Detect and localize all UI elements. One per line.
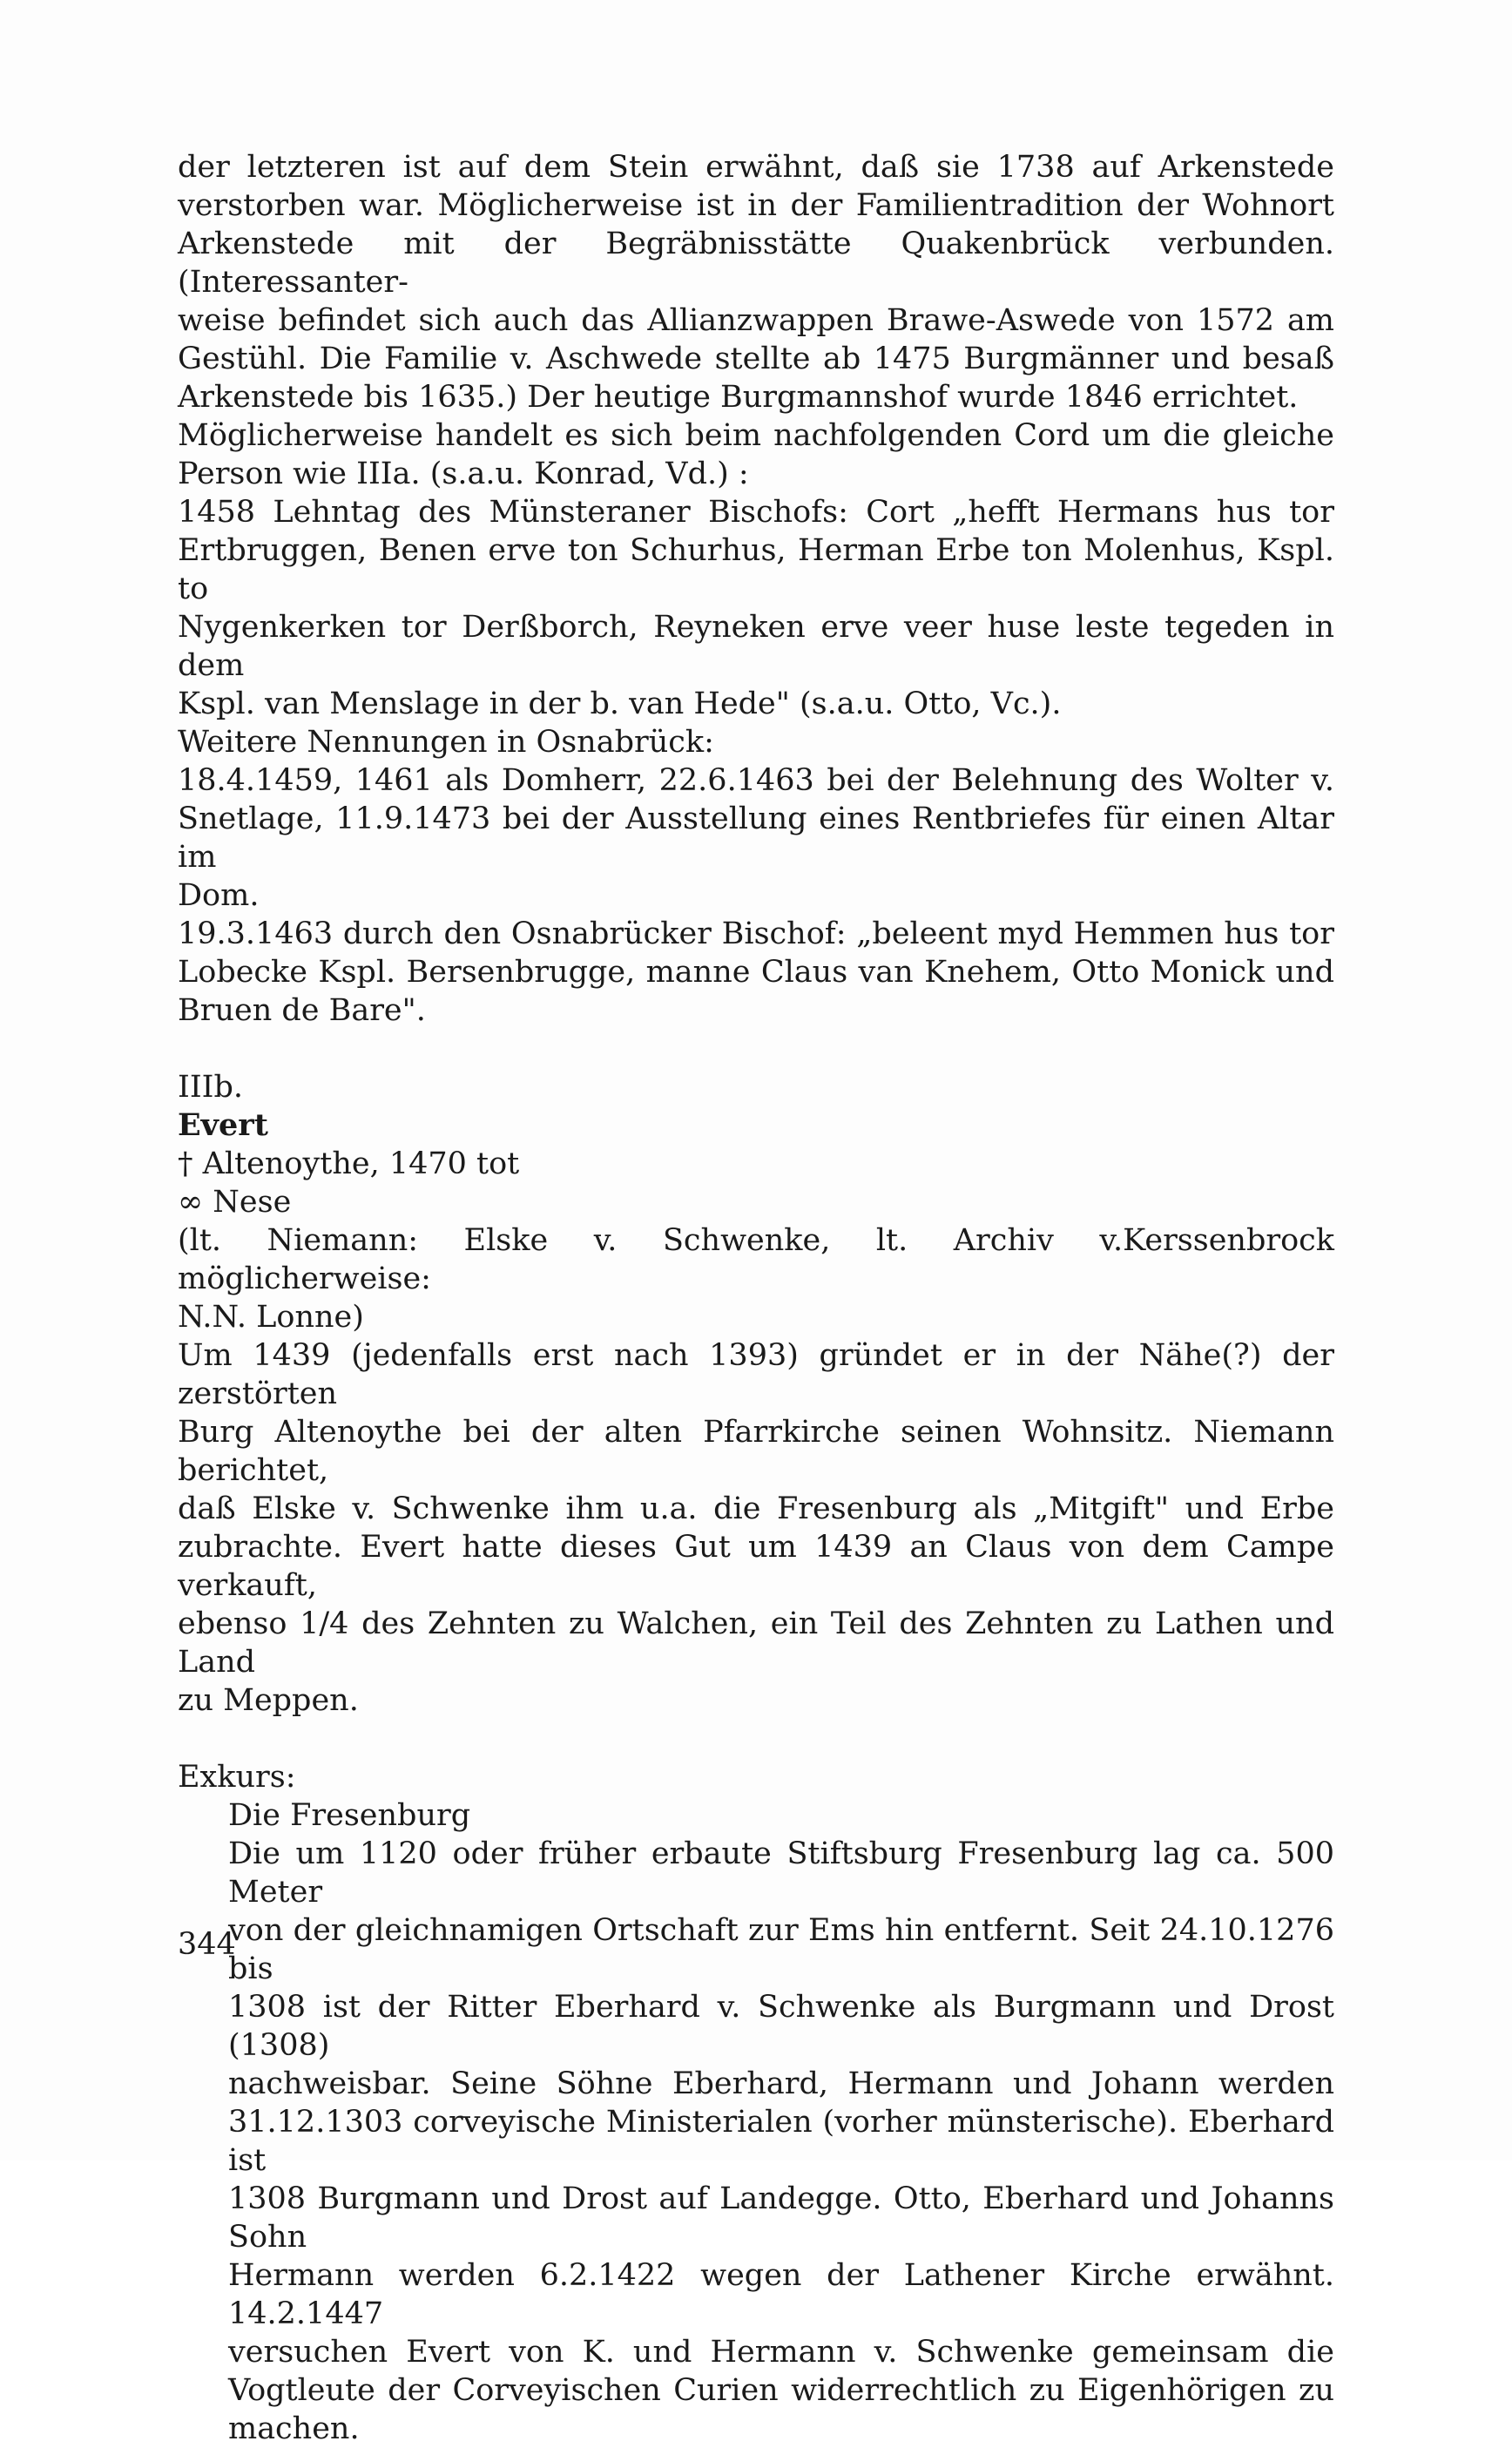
text-line: 18.4.1459, 1461 als Domherr, 22.6.1463 bei der Belehnung des Wolter v. [178, 763, 1334, 798]
page-number: 344 [178, 1927, 236, 1962]
text-line: (lt. Niemann: Elske v. Schwenke, lt. Archiv v.Kerssenbrock möglicherweise: [178, 1223, 1334, 1296]
text-line: versuchen Evert von K. und Hermann v. Schwenke gemeinsam die [228, 2335, 1334, 2370]
text-line: von der gleichnamigen Ortschaft zur Ems hin entfernt. Seit 24.10.1276 bis [228, 1913, 1334, 1986]
text-line: machen. [228, 2411, 360, 2446]
excursus-content [178, 1796, 1334, 2448]
text-line: Um 1439 (jedenfalls erst nach 1393) gründet er in der Nähe(?) der zerstörten [178, 1338, 1334, 1411]
text-line: Burg Altenoythe bei der alten Pfarrkirche seinen Wohnsitz. Niemann berichtet, [178, 1415, 1334, 1488]
text-line: Nygenkerken tor Derßborch, Reyneken erve veer huse leste tegeden in dem [178, 610, 1334, 683]
paragraph-6 [178, 915, 1334, 1030]
excursus-label: Exkurs: [178, 1760, 296, 1795]
death-record: † Altenoythe, 1470 tot [178, 1146, 520, 1181]
text-line: N.N. Lonne) [178, 1300, 364, 1335]
marriage-record: ∞ Nese [178, 1185, 292, 1220]
text-line: Bruen de Bare". [178, 993, 426, 1028]
text-line: Kspl. van Menslage in der b. van Hede" (s.a.u. Otto, Vc.). [178, 686, 1062, 721]
paragraph-3 [178, 493, 1334, 723]
text-line: zubrachte. Evert hatte dieses Gut um 1439 an Claus von dem Campe verkauft, [178, 1530, 1334, 1603]
text-line: Person wie IIIa. (s.a.u. Konrad, Vd.) : [178, 456, 749, 491]
text-line: 1458 Lehntag des Münsteraner Bischofs: Cort „hefft Hermans hus tor [178, 495, 1334, 530]
paragraph-1 [178, 148, 1334, 416]
text-line: Arkenstede bis 1635.) Der heutige Burgmannshof wurde 1846 errichtet. [178, 380, 1299, 415]
paragraph-5 [178, 761, 1334, 915]
text-line: Arkenstede mit der Begräbnisstätte Quakenbrück verbunden. (Interessanter- [178, 227, 1334, 300]
text-line: Ertbruggen, Benen erve ton Schurhus, Herman Erbe ton Molenhus, Kspl. to [178, 533, 1334, 606]
text-line: Gestühl. Die Familie v. Aschwede stellte ab 1475 Burgmänner und besaß [178, 342, 1334, 376]
text-line: daß Elske v. Schwenke ihm u.a. die Fresenburg als „Mitgift" und Erbe [178, 1491, 1334, 1526]
text-line: 19.3.1463 durch den Osnabrücker Bischof: „beleent myd Hemmen hus tor [178, 916, 1334, 951]
section-gap [178, 1030, 1334, 1068]
section-number: IIIb. [178, 1070, 244, 1105]
section-gap [178, 1720, 1334, 1758]
text-column [178, 148, 1334, 2448]
paragraph-4 [178, 723, 1334, 761]
text-line: Hermann werden 6.2.1422 wegen der Lathener Kirche erwähnt. 14.2.1447 [228, 2258, 1334, 2331]
text-line: Vogtleute der Corveyischen Curien widerrechtlich zu Eigenhörigen zu [228, 2373, 1334, 2408]
text-line: Snetlage, 11.9.1473 bei der Ausstellung eines Rentbriefes für einen Altar im [178, 801, 1334, 875]
text-line: verstorben war. Möglicherweise ist in der Familientradition der Wohnort [178, 188, 1334, 223]
text-line: 1308 ist der Ritter Eberhard v. Schwenke als Burgmann und Drost (1308) [228, 1990, 1334, 2063]
text-line: Lobecke Kspl. Bersenbrugge, manne Claus van Knehem, Otto Monick und [178, 955, 1334, 990]
person-name: Evert [178, 1107, 268, 1143]
excursus [178, 1758, 1334, 2448]
text-line: Weitere Nennungen in Osnabrück: [178, 725, 714, 760]
text-line: 1308 Burgmann und Drost auf Landegge. Otto, Eberhard und Johanns Sohn [228, 2181, 1334, 2255]
text-line: Möglicherweise handelt es sich beim nachfolgenden Cord um die gleiche [178, 418, 1334, 453]
text-line: zu Meppen. [178, 1683, 359, 1718]
text-line: Dom. [178, 878, 260, 913]
excursus-title: Die Fresenburg [228, 1798, 471, 1833]
text-line: der letzteren ist auf dem Stein erwähnt, daß sie 1738 auf Arkenstede [178, 150, 1334, 185]
paragraph-2 [178, 416, 1334, 493]
text-line: ebenso 1/4 des Zehnten zu Walchen, ein Teil des Zehnten zu Lathen und Land [178, 1606, 1334, 1680]
text-line: nachweisbar. Seine Söhne Eberhard, Hermann und Johann werden [228, 2066, 1334, 2101]
text-line: Die um 1120 oder früher erbaute Stiftsburg Fresenburg lag ca. 500 Meter [228, 1836, 1334, 1910]
text-line: 31.12.1303 corveyische Ministerialen (vorher münsterische). Eberhard ist [228, 2105, 1334, 2178]
text-line: weise befindet sich auch das Allianzwappen Brawe-Aswede von 1572 am [178, 303, 1334, 338]
section-iiib [178, 1068, 1334, 1720]
